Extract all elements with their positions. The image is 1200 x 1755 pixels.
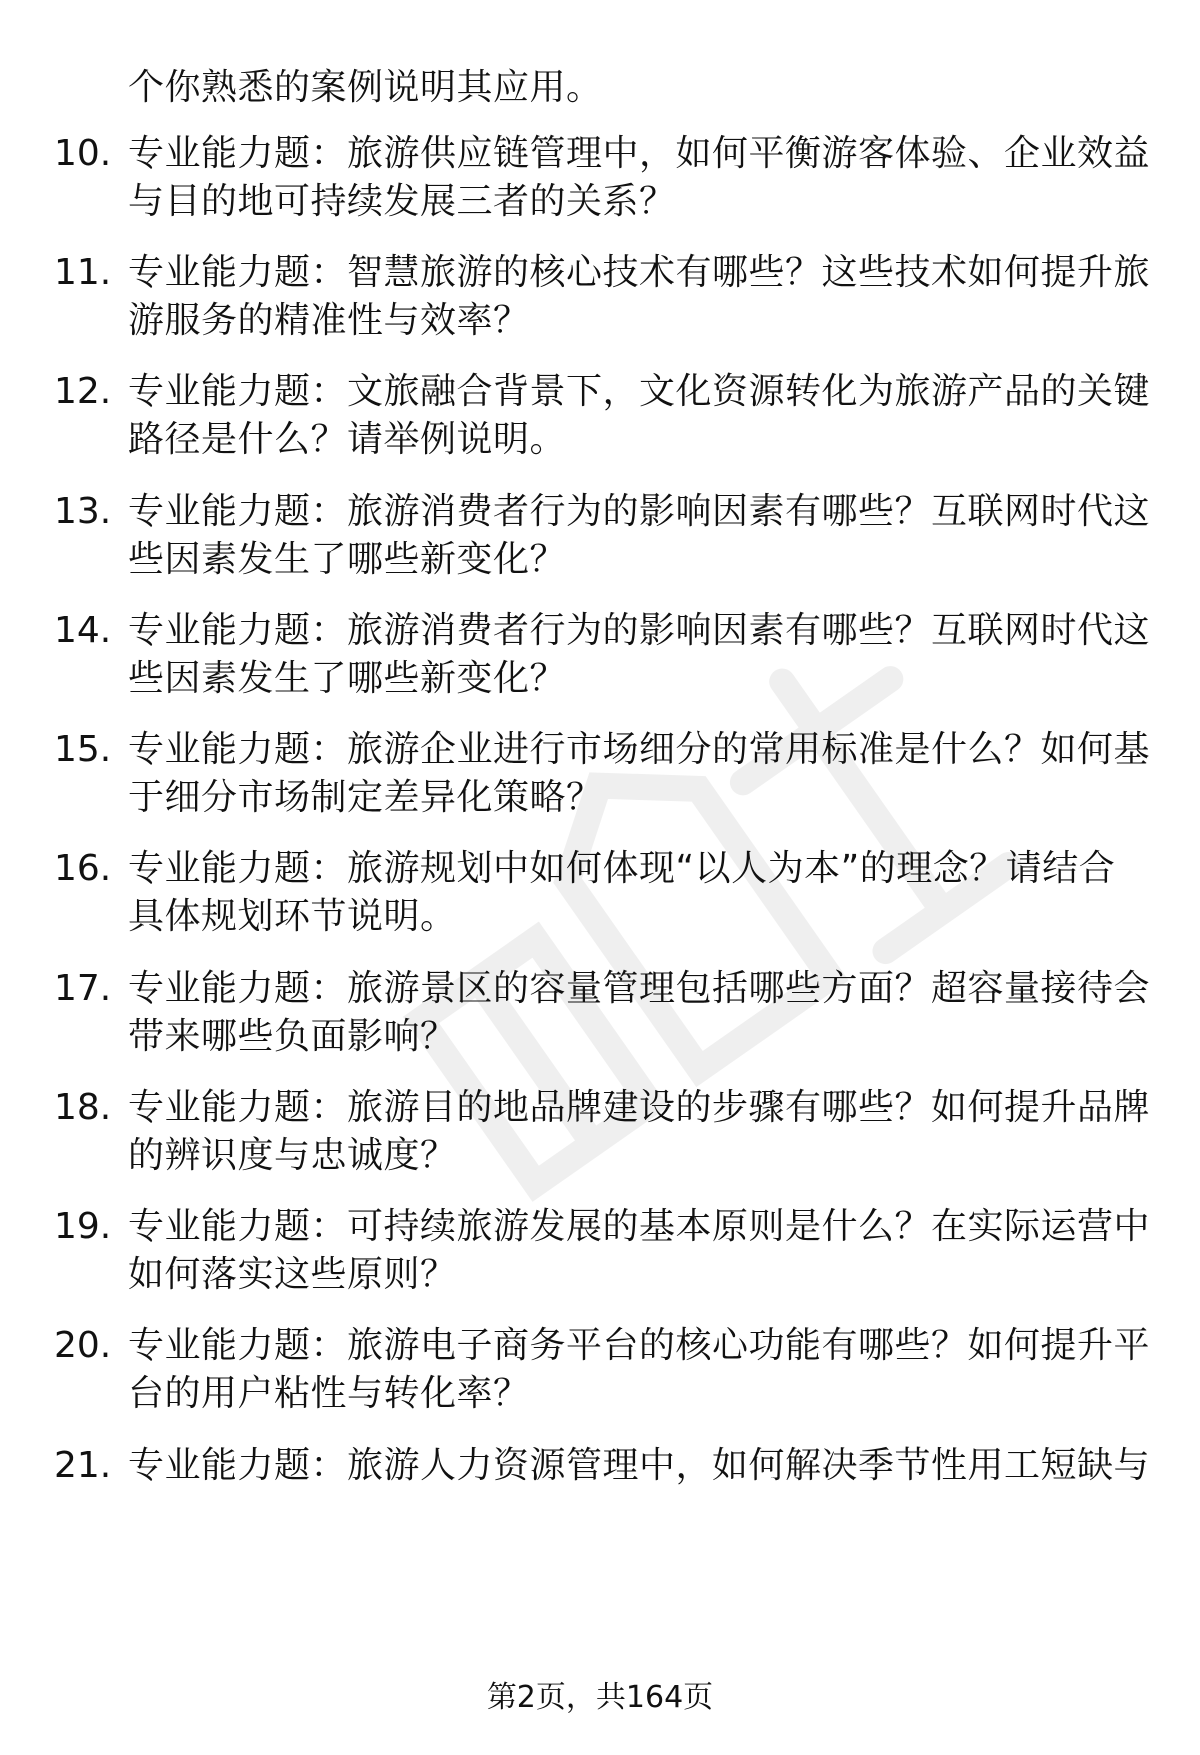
item-number: 14. [54, 610, 112, 651]
item-text-line1: 专业能力题：旅游消费者行为的影响因素有哪些？互联网时代这 [128, 491, 1151, 532]
item-number: 10. [54, 133, 112, 174]
item-text-line2: 些因素发生了哪些新变化？ [128, 658, 567, 699]
item-number: 12. [54, 371, 112, 412]
item-text-line1: 专业能力题：旅游供应链管理中，如何平衡游客体验、企业效益 [128, 133, 1151, 174]
item-text-line1: 专业能力题：智慧旅游的核心技术有哪些？这些技术如何提升旅 [128, 252, 1151, 293]
item-text-line2: 与目的地可持续发展三者的关系？ [128, 181, 676, 222]
item-text-line2: 些因素发生了哪些新变化？ [128, 539, 567, 580]
item-number: 11. [54, 252, 112, 293]
item-text-line1: 专业能力题：旅游规划中如何体现“以人为本”的理念？请结合 [128, 848, 1116, 889]
item-number: 19. [54, 1206, 112, 1247]
item-number: 15. [54, 729, 112, 770]
item-text-line2: 台的用户粘性与转化率？ [128, 1373, 530, 1414]
item-text-line2: 的辨识度与忠诚度？ [128, 1135, 457, 1176]
item-text-line1: 专业能力题：旅游企业进行市场细分的常用标准是什么？如何基 [128, 729, 1151, 770]
item-text-line2: 具体规划环节说明。 [128, 896, 457, 937]
lead-line: 个你熟悉的案例说明其应用。 [128, 67, 603, 108]
page-number-footer: 第2页，共164页 [486, 1680, 714, 1715]
item-text-line1: 专业能力题：文旅融合背景下，文化资源转化为旅游产品的关键 [128, 371, 1151, 412]
item-text-line1: 专业能力题：可持续旅游发展的基本原则是什么？在实际运营中 [128, 1206, 1151, 1247]
item-number: 20. [54, 1325, 112, 1366]
item-number: 21. [54, 1445, 112, 1486]
item-text-line2: 于细分市场制定差异化策略？ [128, 777, 603, 818]
item-text-line1: 专业能力题：旅游目的地品牌建设的步骤有哪些？如何提升品牌 [128, 1087, 1151, 1128]
item-text-line1: 专业能力题：旅游消费者行为的影响因素有哪些？互联网时代这 [128, 610, 1151, 651]
item-text-line2: 如何落实这些原则？ [128, 1254, 457, 1295]
item-number: 17. [54, 968, 112, 1009]
item-text-line2: 游服务的精准性与效率？ [128, 300, 530, 341]
item-number: 18. [54, 1087, 112, 1128]
item-text-line1: 专业能力题：旅游人力资源管理中，如何解决季节性用工短缺与 [128, 1445, 1151, 1486]
item-text-line1: 专业能力题：旅游景区的容量管理包括哪些方面？超容量接待会 [128, 968, 1151, 1009]
item-text-line2: 路径是什么？请举例说明。 [128, 419, 567, 460]
item-number: 16. [54, 848, 112, 889]
item-text-line1: 专业能力题：旅游电子商务平台的核心功能有哪些？如何提升平 [128, 1325, 1151, 1366]
item-text-line2: 带来哪些负面影响？ [128, 1016, 457, 1057]
item-number: 13. [54, 491, 112, 532]
